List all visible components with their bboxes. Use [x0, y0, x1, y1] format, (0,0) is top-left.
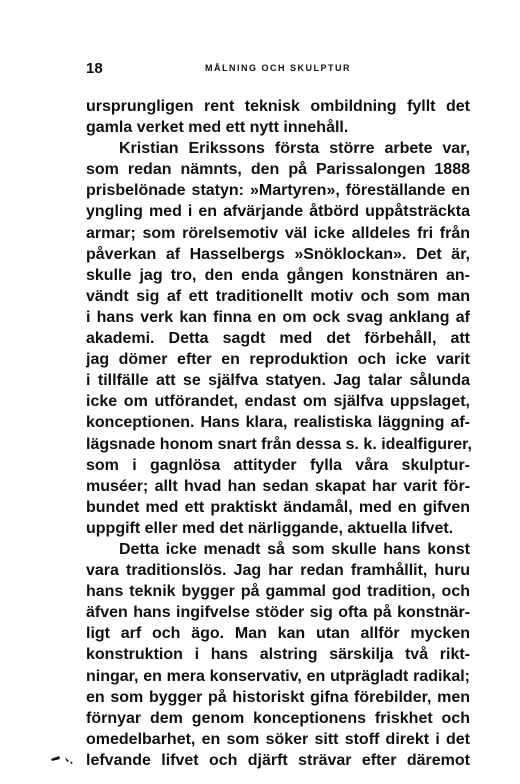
text-line: Detta icke menadt så som skulle hans konst — [119, 540, 470, 558]
text-line: i hans verk kan finna en om ock svag anklang af — [86, 308, 470, 326]
text-line: lefvande lifvet och djärft strävar efter däremot — [86, 751, 470, 769]
text-line: som redan nämnts, den på Parissalongen 1888 — [86, 161, 470, 179]
text-line: äfven hans ingifvelse stöder sig ofta på konstnär- — [86, 604, 470, 622]
text-line: vara traditionslös. Jag har redan framhållit, huru — [86, 562, 470, 580]
text-line: jag dömer efter en reproduktion och icke varit — [86, 351, 470, 369]
text-line: hans teknik bygger på gammal god tradition, och — [86, 583, 470, 601]
text-line: Kristian Erikssons första större arbete var, — [119, 140, 470, 158]
text-line: påverkan af Hasselbergs »Snöklockan». Det är, — [86, 245, 470, 263]
text-line: uppgift eller med det närliggande, aktuella lifvet. — [86, 519, 454, 537]
text-line: prisbelönade statyn: »Martyren», föreställande en — [86, 182, 470, 200]
text-line: vändt sig af ett traditionellt motiv och som man — [86, 287, 470, 305]
text-line: som i gagnlösa attityder fylla våra skulptur- — [86, 456, 470, 474]
running-head: MÅLNING OCH SKULPTUR — [205, 63, 351, 73]
text-line: icke om utförandet, endast om själfva uppslaget, — [86, 393, 470, 411]
page-number: 18 — [86, 60, 103, 77]
text-line: bundet med ett praktiskt ändamål, med en gifven — [86, 498, 470, 516]
text-line: muséer; allt hvad han sedan skapat har varit för- — [86, 477, 470, 495]
text-line: en som bygger på historiskt gifna förebilder, men — [86, 688, 470, 706]
ink-mark-icon — [50, 752, 76, 766]
text-line: konstruktion i hans alstring särskilja två rikt- — [86, 646, 470, 664]
body-text — [86, 96, 470, 771]
text-line: lägsnade honom snart från dessa s. k. idealfigurer, — [86, 435, 472, 453]
text-line: akademi. Detta sagdt med det förbehåll, att — [86, 330, 470, 348]
page-header — [86, 60, 470, 82]
text-line: gamla verket med ett nytt innehåll. — [86, 119, 349, 137]
text-line: förnyar dem genom konceptionens friskhet och — [86, 709, 470, 727]
text-line: skulle jag tro, den enda gången konstnären an- — [86, 266, 470, 284]
text-line: konceptionen. Hans klara, realistiska läggning af- — [86, 414, 470, 432]
text-line: ligt arf och ägo. Man kan utan allför mycken — [86, 625, 470, 643]
text-line: ningar, en mera konservativ, en utprägladt radikal; — [86, 667, 470, 685]
text-line: ursprungligen rent teknisk ombildning fyllt det — [86, 98, 470, 115]
text-line: yngling med i en afvärjande åtbörd uppåtsträckta — [86, 203, 470, 221]
text-line: armar; som rörelsemotiv väl icke alldeles fri från — [86, 224, 470, 242]
text-line: omedelbarhet, en som söker sitt stoff direkt i det — [86, 730, 470, 748]
text-line: i tillfälle att se själfva statyen. Jag talar sålunda — [86, 372, 470, 390]
